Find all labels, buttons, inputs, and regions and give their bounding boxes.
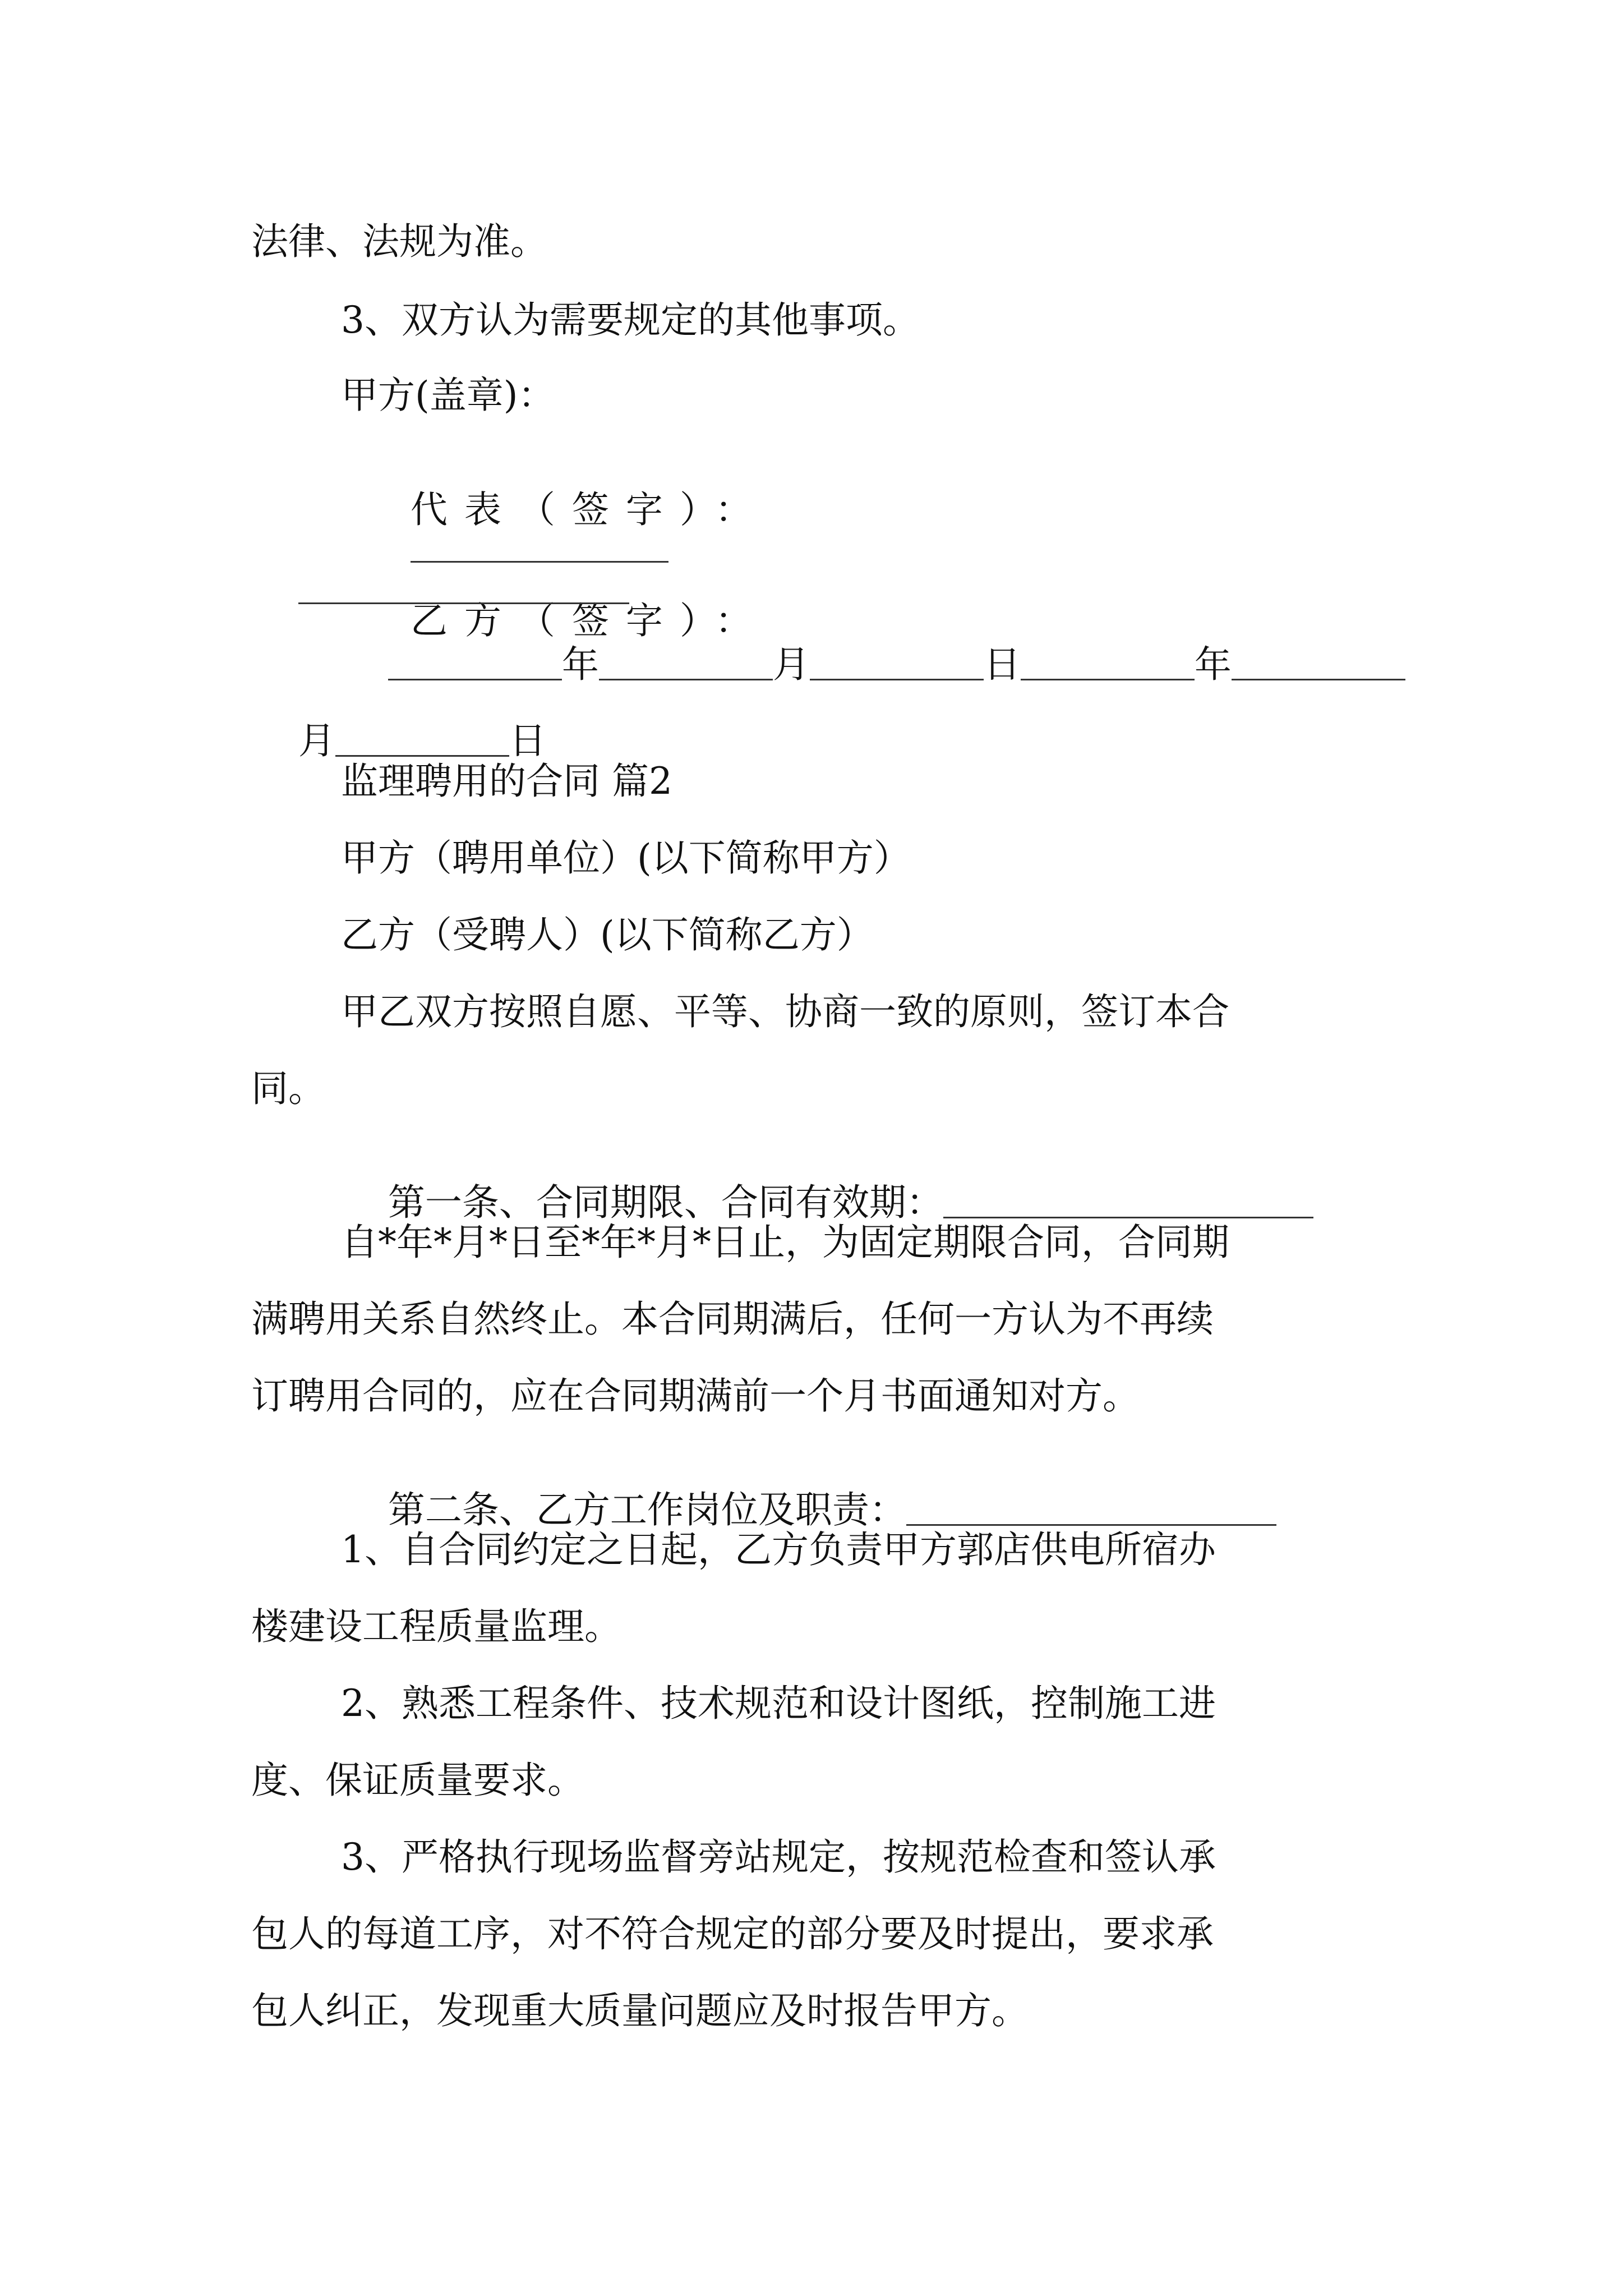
principle-line-2: 同。 (251, 1067, 325, 1110)
date-blank (1021, 646, 1195, 680)
principle-line-1: 甲乙双方按照自愿、平等、协商一致的原则，签订本合 (341, 990, 1229, 1033)
duty-1-line-1: 1、自合同约定之日起，乙方负责甲方郭店供电所宿办 (341, 1528, 1216, 1571)
term-line-3: 订聘用合同的，应在合同期满前一个月书面通知对方。 (251, 1374, 1140, 1418)
date-blank (599, 646, 773, 680)
duty-2-line-2: 度、保证质量要求。 (251, 1759, 584, 1802)
date-year-label: 年 (1194, 643, 1232, 686)
date-day-label: 日 (983, 643, 1021, 686)
duty-3-line-1: 3、严格执行现场监督旁站规定，按规范检查和签认承 (341, 1835, 1216, 1879)
date-blank (1232, 646, 1405, 680)
date-day-label: 日 (509, 719, 546, 762)
party-b-signature-label: 乙方（签字）： (410, 599, 769, 642)
section-title: 监理聘用的合同 篇2 (341, 760, 672, 803)
article-1-label: 第一条、合同期限、合同有效期： (388, 1181, 943, 1224)
duty-2-line-1: 2、熟悉工程条件、技术规范和设计图纸，控制施工进 (341, 1682, 1216, 1725)
article-2-blank (906, 1492, 1276, 1526)
party-b-signature-blank (298, 570, 629, 604)
paragraph-other-matters: 3、双方认为需要规定的其他事项。 (341, 298, 920, 342)
date-blank (810, 646, 984, 680)
duty-1-line-2: 楼建设工程质量监理。 (251, 1605, 621, 1648)
duty-3-line-2: 包人的每道工序，对不符合规定的部分要及时提出，要求承 (251, 1912, 1214, 1955)
party-b-definition: 乙方（受聘人）(以下简称乙方） (341, 913, 874, 956)
party-a-seal-label: 甲方(盖章)： (341, 374, 555, 417)
article-1-blank (943, 1184, 1313, 1218)
duty-3-line-3: 包人纠正，发现重大质量问题应及时报告甲方。 (251, 1989, 1029, 2032)
representative-signature-label: 代表（签字）： (410, 488, 769, 531)
date-year-label: 年 (561, 643, 599, 686)
date-month-label: 月 (772, 643, 810, 686)
party-a-definition: 甲方（聘用单位）(以下简称甲方） (341, 836, 911, 880)
paragraph-law-reference: 法律、法规为准。 (251, 220, 547, 263)
term-line-2: 满聘用关系自然终止。本合同期满后，任何一方认为不再续 (251, 1297, 1214, 1341)
term-line-1: 自*年*月*日至*年*月*日止，为固定期限合同，合同期 (341, 1221, 1229, 1264)
date-blank (335, 723, 509, 757)
article-2-label: 第二条、乙方工作岗位及职责： (388, 1488, 906, 1531)
date-month-label: 月 (298, 719, 335, 762)
date-blank (388, 646, 562, 680)
